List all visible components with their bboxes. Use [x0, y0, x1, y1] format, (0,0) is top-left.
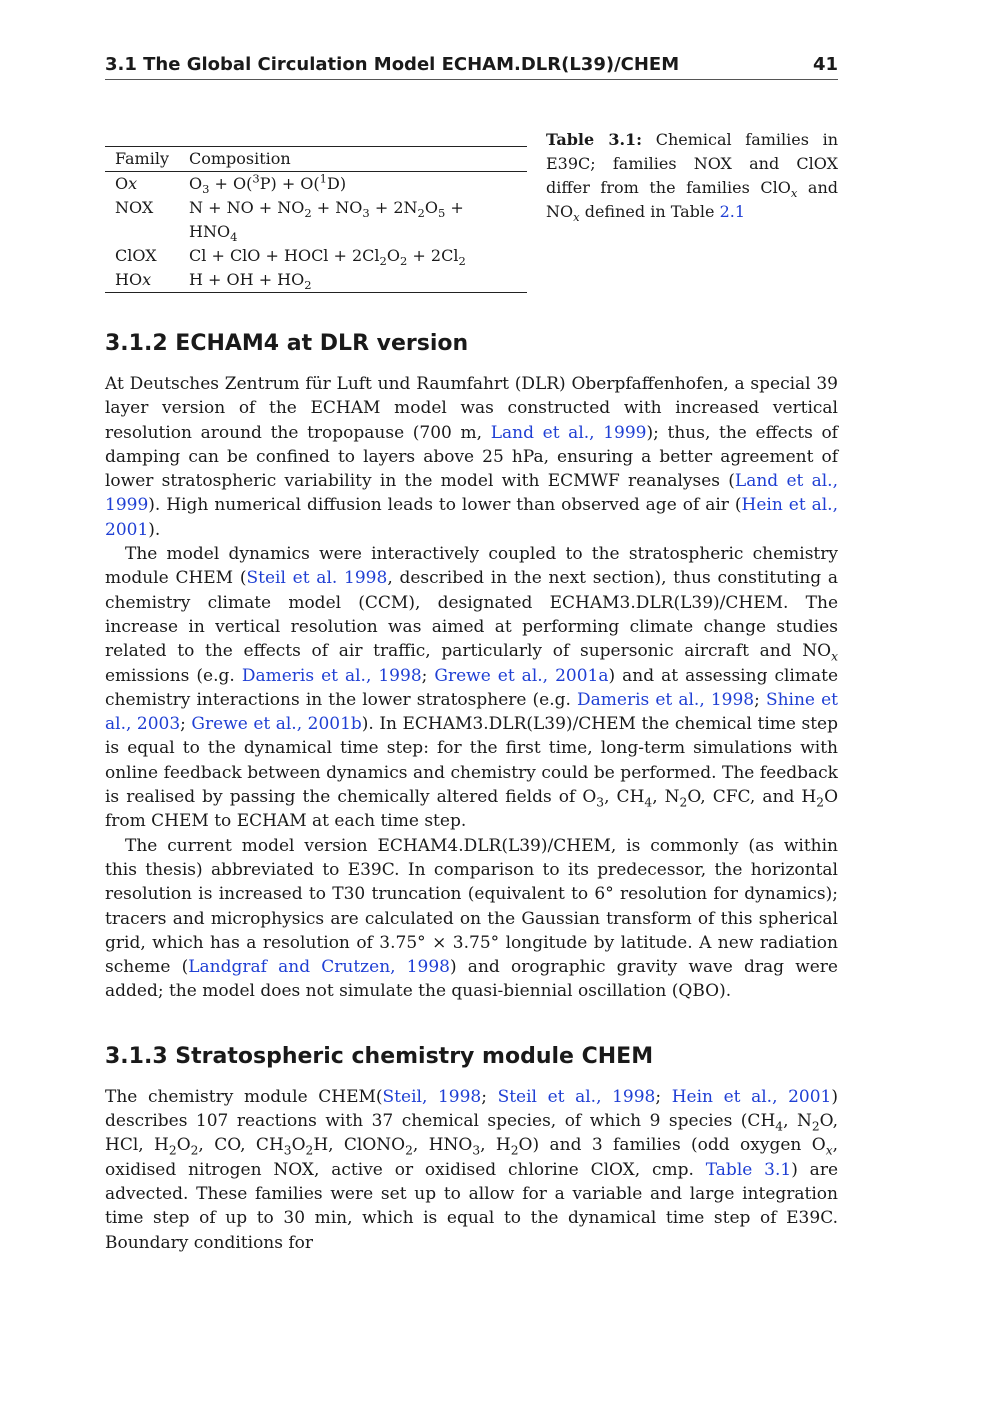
chemical-families-table	[105, 146, 527, 293]
table-block	[105, 128, 838, 293]
caption-text: Chemical families in E39C; families NOX and ClOX differ from the families ClO$_x$ and $NO_x$ defined in Table 2.1	[546, 130, 838, 225]
section-heading: 3.1.2 ECHAM4 at DLR version	[105, 331, 469, 356]
page-number: 41	[812, 54, 838, 75]
table-caption	[546, 128, 838, 293]
header-section-title: 3.1 The Global Circulation Model ECHAM.DLR(L39)/CHEM	[105, 54, 680, 75]
composition-cell: H + OH + $HO_2$	[189, 270, 312, 293]
family-cell: HOx	[115, 270, 152, 289]
page	[105, 54, 838, 1255]
paragraph: The chemistry module CHEM(Steil, 1998; Steil et al., 1998; Hein et al., 2001) describes 107 reactions with 37 chemical species, of which 9 species ($CH_4$, $N_2O$, HCl, $H_2O_2$, CO, $CH_3O_2H$, ClONO$_2$, $HNO_3$, $H_2O$) and 3 families (odd oxygen $O_x$, oxidised nitrogen NOX, active or oxidised chlorine ClOX, cmp. Table 3.1) are advected. These families were set up to allow for a variable and large integration time step of up to 30 min, which is equal to the dynamical time step of E39C. Boundary conditions for	[105, 1086, 839, 1253]
composition-cell: $O_3 + O(^3P) + O(^1D)$	[189, 171, 347, 197]
column-header: Composition	[179, 147, 527, 172]
table-row	[105, 244, 527, 268]
section-heading: 3.1.3 Stratospheric chemistry module CHEM	[105, 1043, 654, 1069]
paragraph: At Deutsches Zentrum für Luft und Raumfahrt (DLR) Oberpfaffenhofen, a special 39 layer version of the ECHAM model was constructed with increased vertical resolution around the tropopause (700 m, Land et al., 1999); thus, the effects of damping can be confined to layers above 25 hPa, ensuring a better agreement of lower stratospheric variability in the model with ECMWF reanalyses (Land et al., 1999). High numerical diffusion leads to lower than observed age of air (Hein et al., 2001).	[105, 374, 838, 540]
table-row	[105, 268, 527, 293]
family-cell: ClOX	[115, 246, 157, 265]
column-header: Family	[105, 147, 179, 172]
running-header	[105, 54, 838, 80]
composition-cell: N + NO + $NO_2 + NO_3 + 2N_2O_5 + HNO_4$	[189, 198, 464, 245]
table-row	[105, 172, 527, 197]
paragraph: The current model version ECHAM4.DLR(L39)/CHEM, is commonly (as within this thesis) abbreviated to E39C. In comparison to its predecessor, the horizontal resolution is increased to T30 truncation (equivalent to 6° resolution for dynamics); tracers and microphysics are calculated on the Gaussian transform of this spherical grid, which has a resolution of 3.75° × 3.75° longitude by latitude. A new radiation scheme (Landgraf and Crutzen, 1998) and orographic gravity wave drag were added; the model does not simulate the quasi-biennial oscillation (QBO).	[105, 835, 838, 1002]
composition-cell: Cl + ClO + HOCl + $2Cl_2O_2 + 2Cl_2$	[189, 246, 466, 269]
paragraph: The model dynamics were interactively coupled to the stratospheric chemistry module CHEM (Steil et al. 1998, described in the next section), thus constituting a chemistry climate model (CCM), designated ECHAM3.DLR(L39)/CHEM. The increase in vertical resolution was aimed at performing climate change studies related to the effects of air traffic, particularly of supersonic aircraft and $NO_x$ emissions (e.g. Dameris et al., 1998; Grewe et al., 2001a) and at assessing climate chemistry interactions in the lower stratosphere (e.g. Dameris et al., 1998; Shine et al., 2003; Grewe et al., 2001b). In ECHAM3.DLR(L39)/CHEM the chemical time step is equal to the dynamical time step: for the first time, long-term simulations with online feedback between dynamics and chemistry could be performed. The feedback is realised by passing the chemically altered fields of $O_3$, $CH_4$, $N_2O$, CFC, and $H_2O$ from CHEM to ECHAM at each time step.	[105, 544, 839, 832]
family-cell: Ox	[115, 174, 138, 193]
caption-label: Table 3.1:	[546, 130, 643, 149]
table-row	[105, 196, 527, 244]
table-header-row	[105, 147, 527, 172]
family-cell: NOX	[115, 198, 154, 217]
